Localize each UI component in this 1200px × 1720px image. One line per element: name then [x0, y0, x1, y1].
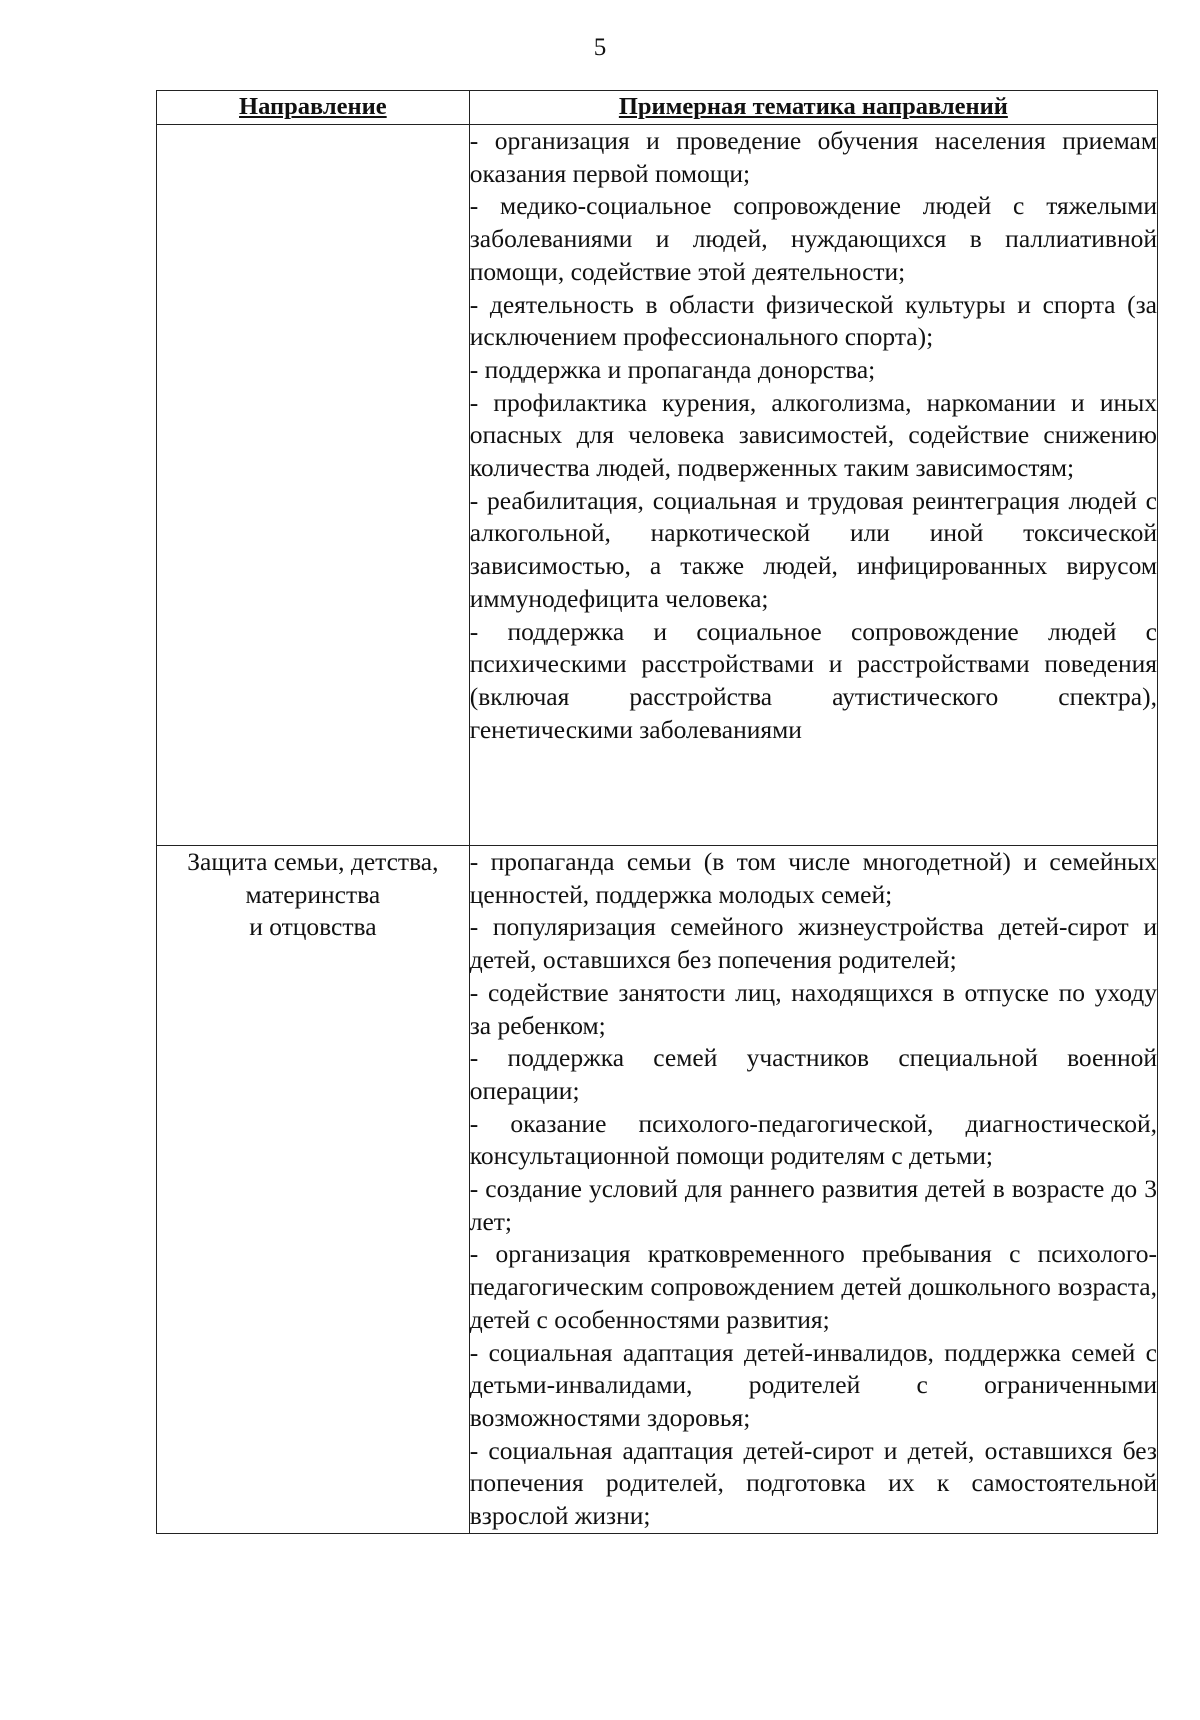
- direction-label-line: и отцовства: [249, 912, 377, 942]
- topic-item: - социальная адаптация детей-инвалидов, поддержка семей с детьми-инвалидами, родителей с ограниченными возможностями здоровья;: [469, 1337, 1157, 1432]
- topic-item: - пропаганда семьи (в том числе многодетной) и семейных ценностей, поддержка молодых семей;: [469, 847, 1157, 909]
- topics-table: [156, 90, 1158, 1534]
- direction-label-line: Защита семьи, детства,: [187, 847, 439, 876]
- topic-item: - содействие занятости лиц, находящихся в отпуске по уходу за ребенком;: [469, 977, 1157, 1040]
- topic-item: - организация и проведение обучения населения приемам оказания первой помощи;: [469, 126, 1157, 188]
- topic-item: - социальная адаптация детей-сирот и детей, оставшихся без попечения родителей, подготовка их к самостоятельной взрослой жизни;: [469, 1435, 1157, 1531]
- direction-cell: [157, 125, 470, 846]
- direction-label-line: материнства: [245, 879, 381, 909]
- topic-item: - создание условий для раннего развития детей в возрасте до 3 лет;: [469, 1174, 1157, 1236]
- topic-item: - поддержка и пропаганда донорства;: [469, 354, 876, 384]
- direction-cell: [157, 846, 470, 1534]
- topic-item: - профилактика курения, алкоголизма, наркомании и иных опасных для человека зависимостей, содействие снижению количества людей, подверженных таким зависимостям;: [469, 387, 1157, 483]
- header-direction: Направление: [157, 91, 470, 125]
- topic-item: - реабилитация, социальная и трудовая реинтеграция людей с алкогольной, наркотической или иной токсической зависимостью, а также людей, инфицированных вирусом иммунодефицита человека;: [469, 485, 1157, 613]
- page-number: 5: [593, 34, 607, 61]
- topics-cell: [469, 125, 1157, 846]
- topic-item: - медико-социальное сопровождение людей с тяжелыми заболеваниями и людей, нуждающихся в паллиативной помощи, содействие этой деятельности;: [469, 191, 1157, 286]
- topic-item: - оказание психолого-педагогической, диагностической, консультационной помощи родителям с детьми;: [469, 1108, 1157, 1171]
- topic-item: - популяризация семейного жизнеустройства детей-сирот и детей, оставшихся без попечения родителей;: [469, 912, 1157, 975]
- table-row: [157, 846, 1158, 1534]
- topic-item: - организация кратковременного пребывания с психолого-педагогическим сопровождением детей дошкольного возраста, детей с особенностями развития;: [469, 1239, 1157, 1334]
- topic-item: - поддержка семей участников специальной военной операции;: [469, 1043, 1157, 1105]
- topic-item: - деятельность в области физической культуры и спорта (за исключением профессионального спорта);: [469, 289, 1157, 352]
- topic-item: - поддержка и социальное сопровождение людей с психическими расстройствами и расстройствами поведения (включая расстройства аутистического спектра), генетическими заболеваниями: [469, 616, 1157, 744]
- header-topics: Примерная тематика направлений: [469, 91, 1157, 125]
- table-header-row: [157, 91, 1158, 125]
- topics-cell: [469, 846, 1157, 1534]
- table-row: [157, 125, 1158, 846]
